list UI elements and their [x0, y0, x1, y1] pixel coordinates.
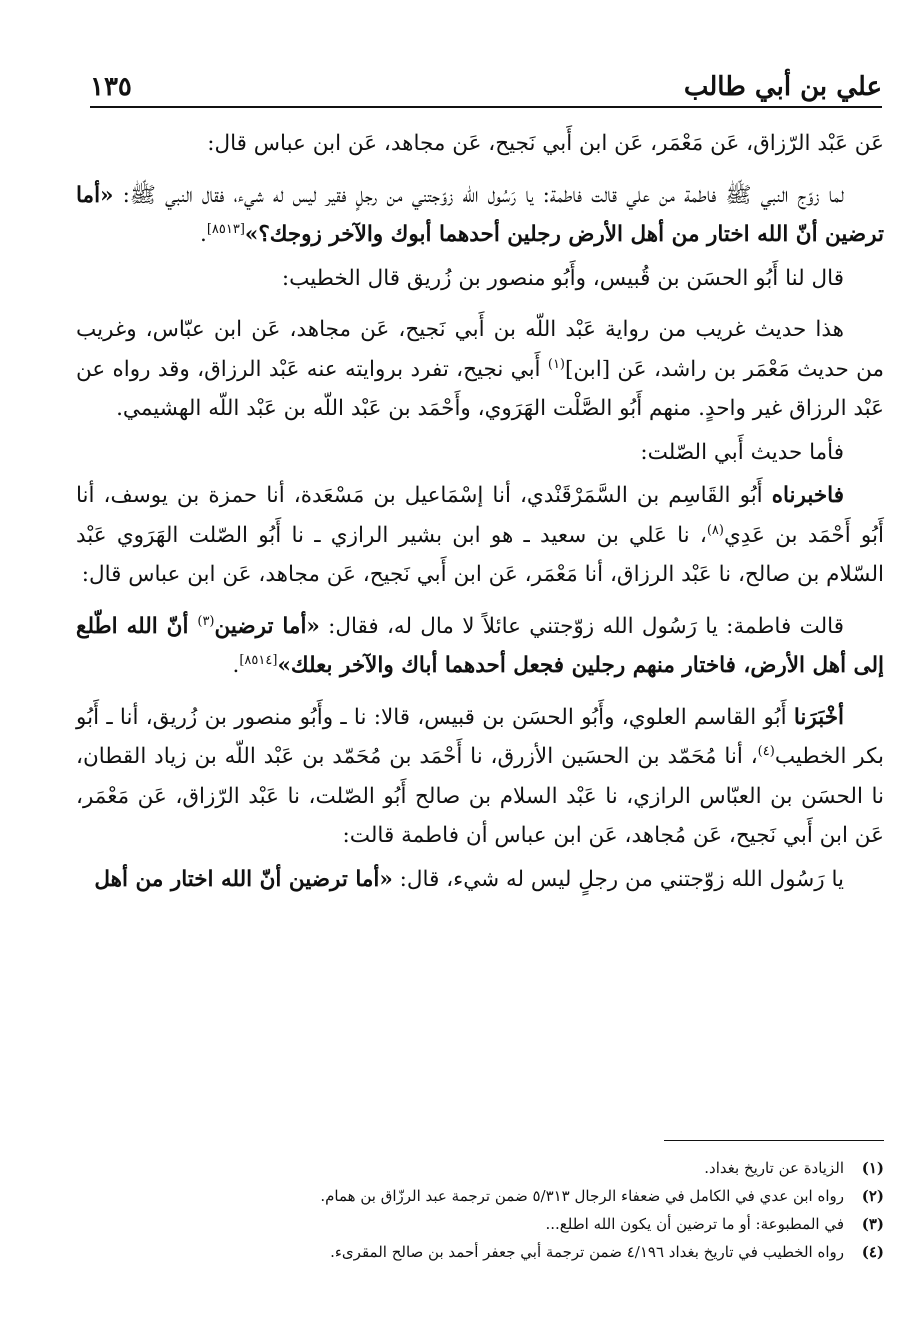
paragraph-2-end: .	[199, 222, 207, 247]
paragraph-7-text: قالت فاطمة: يا رَسُول الله زوّجتني عائلاً لا مال له، فقال:	[319, 613, 844, 639]
footnote-number: (٤)	[861, 1243, 884, 1261]
paragraph-6-lead: فاخبرناه	[771, 483, 844, 508]
paragraph-8-text-b: ، أنا مُحَمّد بن الحسَين الأزرق، نا أَحْمَد بن مُحَمّد بن عَبْد اللّه بن زياد القطان، نا الحسَن بن العبّاس الرازي، نا عَبْد السلام بن صالح أَبُو الصّلت، نا عَبْد الرّزاق، عَن مَعْمَر، عَن ابن أَبي نَجيح، عَن مُجاهد، عَن ابن عباس أن فاطمة قالت:	[76, 744, 884, 848]
footnote-1	[60, 1156, 884, 1181]
paragraph-2-text: لما زوّج النبي ﷺ فاطمة من علي قالت فاطمة: يا رَسُول الله زوّجتني من رجلٍ فقير ليس له شيء، فقال النبي ﷺ:	[113, 182, 844, 208]
paragraph-7	[76, 607, 884, 686]
paragraph-4	[76, 310, 884, 429]
paragraph-3-text: قال لنا أَبُو الحسَن بن قُبيس، وأَبُو منصور بن زُريق قال الخطيب:	[281, 265, 844, 291]
hadith-number-1: [٨٥١٣]	[206, 221, 245, 237]
paragraph-2	[76, 176, 884, 255]
footnote-2	[60, 1184, 884, 1209]
footnote-ref-4: (٤)	[757, 743, 775, 759]
footnote-divider	[664, 1140, 884, 1141]
paragraph-6-text-b: ، نا عَلي بن سعيد ـ هو ابن بشير الرازي ـ نا أَبُو الصّلت الهَرَوي عَبْد السّلام بن صالح، نا عَبْد الرزاق، أنا مَعْمَر، عَن ابن أَبي نَجيح، عَن مجاهد، عَن ابن عباس قال:	[76, 522, 884, 587]
footnote-text: رواه ابن عدي في الكامل في ضعفاء الرجال ٥/٣١٣ ضمن ترجمة عبد الرزّاق بن همام.	[320, 1187, 844, 1205]
running-title: علي بن أبي طالب	[683, 72, 882, 102]
paragraph-9-text: يا رَسُول الله زوّجتني من رجلٍ ليس له شيء، قال:	[392, 866, 844, 892]
footnote-text: الزيادة عن تاريخ بغداد.	[704, 1159, 844, 1177]
paragraph-7-end: .	[232, 653, 240, 678]
hadith-quote-2b: أنّ الله اطّلع إلى أهل الأرض، فاختار منهم رجلين فجعل أحدهما أباك والآخر بعلك»	[76, 613, 884, 678]
paragraph-1	[76, 124, 884, 164]
footnote-number: (٣)	[861, 1215, 884, 1233]
paragraph-8-text-a: أَبُو القاسم العلوي، وأَبُو الحسَن بن قبيس، قالا: نا ـ وأَبُو منصور بن زُريق، أنا ـ أَبُو بكر الخطيب	[76, 704, 885, 769]
paragraph-8	[76, 698, 884, 856]
paragraph-9	[76, 860, 884, 900]
paragraph-5	[76, 433, 884, 473]
hadith-quote-3: «أما ترضين أنّ الله اختار من أهل	[94, 866, 393, 892]
hadith-number-2: [٨٥١٤]	[239, 652, 278, 668]
footnote-number: (٢)	[861, 1187, 884, 1205]
footnotes	[60, 1156, 884, 1268]
paragraph-6-text-a: أَبُو القَاسِم بن السَّمَرْقَنْدي، أنا إسْمَاعيل بن مَسْعَدة، أنا حمزة بن يوسف، أنا أَبُو أَحْمَد بن عَدِي	[76, 483, 884, 548]
paragraph-1-text: عَن عَبْد الرّزاق، عَن مَعْمَر، عَن ابن أَبي نَجيح، عَن مجاهد، عَن ابن عباس قال:	[207, 131, 884, 156]
footnote-4	[60, 1240, 884, 1265]
footnote-ref-3: (٣)	[197, 613, 215, 629]
paragraph-4-text-b: أَبي نجيح، تفرد بروايته عنه عَبْد الرزاق، وقد رواه عن عَبْد الرزاق غير واحدٍ. منهم أَبُو الصَّلْت الهَرَوي، وأَحْمَد بن عَبْد اللّه بن عَبْد اللّه الهشيمي.	[76, 356, 884, 421]
page-header	[90, 58, 882, 108]
footnote-number: (١)	[861, 1159, 884, 1177]
paragraph-3	[76, 259, 884, 299]
paragraph-5-text: فأما حديث أَبي الصّلت:	[640, 439, 844, 465]
footnote-ref-2: (٨)	[706, 522, 724, 538]
paragraph-4-text-a: هذا حديث غريب من رواية عَبْد اللّه بن أَبي نَجيح، عَن مجاهد، عَن ابن عبّاس، وغريب من حديث مَعْمَر بن راشد، عَن [ابن]	[76, 317, 884, 382]
footnote-ref-1: (١)	[547, 356, 565, 372]
hadith-quote-1: «أما ترضين أنّ الله اختار من أهل الأرض رجلين أحدهما أبوك والآخر زوجك؟»	[76, 182, 884, 247]
footnote-3	[60, 1212, 884, 1237]
page-number: ١٣٥	[90, 72, 132, 102]
footnote-text: في المطبوعة: أو ما ترضين أن يكون الله اطلع...	[545, 1215, 844, 1233]
paragraph-8-lead: أخْبَرَنا	[793, 704, 844, 730]
footnote-text: رواه الخطيب في تاريخ بغداد ٤/١٩٦ ضمن ترجمة أبي جعفر أحمد بن صالح المقرىء.	[330, 1243, 844, 1261]
paragraph-6	[76, 476, 884, 595]
hadith-quote-2a: «أما ترضين	[214, 613, 320, 639]
main-text	[76, 124, 884, 911]
